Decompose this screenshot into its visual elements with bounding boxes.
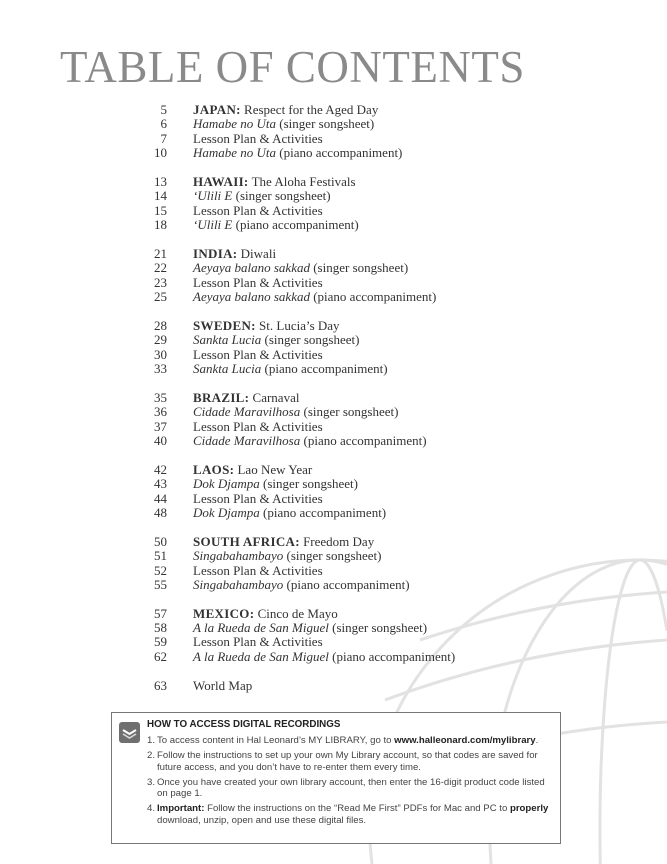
entry-text: (singer songsheet)	[328, 620, 428, 636]
section-subtitle: Lao New Year	[234, 461, 313, 477]
page-number: 25	[154, 289, 167, 305]
step-body: To access content in Hal Leonard’s MY LIBRARY, go to	[157, 735, 395, 746]
step-number: 2.	[147, 750, 156, 761]
step-bold: properly	[509, 803, 549, 814]
page-number: 22	[154, 260, 167, 276]
song-title: Aeyaya balano sakkad	[193, 289, 310, 305]
toc-entry	[130, 506, 550, 520]
toc-entry	[130, 146, 550, 160]
entry-text: (piano accompaniment)	[328, 648, 456, 664]
page-number: 55	[154, 576, 167, 592]
song-title: Dok Djampa	[193, 476, 260, 492]
page-number: 28	[154, 317, 167, 333]
entry-text: Lesson Plan & Activities	[193, 490, 323, 506]
song-title: Dok Djampa	[193, 504, 260, 520]
toc-entry	[130, 405, 550, 419]
entry-title	[193, 535, 374, 549]
toc-entry	[130, 348, 550, 362]
entry-text: (singer songsheet)	[261, 332, 360, 348]
page-number: 7	[160, 130, 167, 146]
entry-title	[193, 204, 323, 218]
toc-section	[130, 175, 550, 233]
section-subtitle: Cinco de Mayo	[254, 605, 338, 621]
entry-title	[193, 319, 340, 333]
entry-title	[193, 635, 323, 649]
section-subtitle: Carnaval	[249, 389, 300, 405]
entry-title	[193, 506, 386, 520]
country-name: MEXICO:	[193, 605, 255, 621]
toc-entry	[130, 117, 550, 131]
entry-title	[193, 650, 455, 664]
instructions-list	[147, 735, 555, 830]
page-number: 52	[154, 562, 167, 578]
entry-text: (singer songsheet)	[232, 188, 331, 204]
page-number: 30	[154, 346, 167, 362]
toc-section	[130, 103, 550, 161]
digital-recordings-box	[111, 712, 561, 844]
entry-title	[193, 175, 356, 189]
song-title: ‘Ulili E	[193, 217, 233, 233]
toc-entry	[130, 319, 550, 333]
song-title: ‘Ulili E	[193, 188, 233, 204]
toc-entry	[130, 218, 550, 232]
country-name: BRAZIL:	[193, 389, 250, 405]
page-number: 37	[154, 418, 167, 434]
country-name: INDIA:	[193, 245, 238, 261]
entry-title	[193, 621, 427, 635]
toc-entry	[130, 362, 550, 376]
step-text	[157, 750, 555, 773]
page-number: 5	[160, 102, 167, 117]
toc-entry	[130, 535, 550, 549]
toc-section	[130, 247, 550, 305]
page-number: 36	[154, 404, 167, 420]
country-name: HAWAII:	[193, 173, 249, 189]
entry-text: (singer songsheet)	[283, 548, 382, 564]
toc-entry	[130, 477, 550, 491]
country-name: LAOS:	[193, 461, 235, 477]
toc-entry	[130, 276, 550, 290]
page-number: 35	[154, 389, 167, 405]
entry-text: (piano accompaniment)	[232, 217, 359, 233]
step-body: Follow the instructions to set up your own My Library account, so that codes are saved for future access, and you don’t have to re-enter them every time.	[157, 750, 538, 773]
page-number: 43	[154, 476, 167, 492]
step-number: 4.	[147, 803, 156, 814]
toc-section	[130, 391, 550, 449]
toc-entry	[130, 650, 550, 664]
entry-text: (piano accompaniment)	[300, 432, 427, 448]
entry-title	[193, 578, 410, 592]
song-title: A la Rueda de San Miguel	[193, 620, 329, 636]
toc-entry	[130, 621, 550, 635]
country-name: SOUTH AFRICA:	[193, 533, 300, 549]
entry-text: Lesson Plan & Activities	[193, 634, 323, 650]
entry-title	[193, 564, 323, 578]
page-number: 48	[154, 504, 167, 520]
toc-entry	[130, 434, 550, 448]
toc-entry	[130, 420, 550, 434]
entry-title	[193, 477, 358, 491]
instruction-step	[147, 777, 555, 800]
entry-title	[193, 391, 299, 405]
step-text	[157, 803, 555, 826]
song-title: Cidade Maravilhosa	[193, 404, 301, 420]
entry-text: (piano accompaniment)	[276, 145, 403, 161]
toc-entry	[130, 261, 550, 275]
section-subtitle: The Aloha Festivals	[248, 173, 356, 189]
page-number: 6	[160, 116, 167, 132]
instruction-step	[147, 735, 555, 747]
toc-entry	[130, 189, 550, 203]
entry-text: Lesson Plan & Activities	[193, 346, 323, 362]
toc-entry	[130, 391, 550, 405]
toc-entry	[130, 463, 550, 477]
page-number: 62	[154, 648, 167, 664]
toc-entry	[130, 132, 550, 146]
toc-entry	[130, 492, 550, 506]
step-number: 1.	[147, 735, 156, 746]
entry-title: World Map	[193, 677, 253, 693]
page-number: 18	[154, 217, 167, 233]
entry-title	[193, 189, 331, 203]
step-tail: .	[535, 735, 539, 746]
entry-title	[193, 405, 398, 419]
page-number: 44	[154, 490, 167, 506]
entry-title	[193, 146, 402, 160]
song-title: Sankta Lucia	[193, 332, 262, 348]
toc-entry-world-map	[130, 679, 550, 693]
entry-title	[193, 261, 408, 275]
page-number: 21	[154, 245, 167, 261]
toc-section	[130, 535, 550, 593]
step-bold-lead: Important:	[157, 803, 205, 814]
page-number: 51	[154, 548, 167, 564]
step-text	[157, 777, 555, 800]
song-title: Sankta Lucia	[193, 361, 262, 377]
section-subtitle: Freedom Day	[299, 533, 375, 549]
country-name: SWEDEN:	[193, 317, 256, 333]
entry-title	[193, 117, 374, 131]
table-of-contents	[130, 103, 550, 693]
step-number: 3.	[147, 776, 156, 788]
step-tail: download, unzip, open and use these digital files.	[157, 814, 367, 826]
toc-entry	[130, 175, 550, 189]
step-body: Follow the instructions on the “Read Me First” PDFs for Mac and PC to	[204, 803, 510, 814]
entry-title	[193, 247, 276, 261]
entry-text: (singer songsheet)	[300, 404, 399, 420]
page-number: 57	[154, 605, 167, 621]
section-subtitle: St. Lucia’s Day	[255, 317, 340, 333]
entry-text: (singer songsheet)	[309, 260, 409, 276]
entry-text: Lesson Plan & Activities	[193, 418, 323, 434]
entry-text: Lesson Plan & Activities	[193, 130, 323, 146]
entry-title	[193, 549, 381, 563]
entry-text: Lesson Plan & Activities	[193, 562, 323, 578]
download-icon	[119, 722, 140, 743]
entry-title	[193, 420, 323, 434]
toc-entry	[130, 578, 550, 592]
page-number: 23	[154, 274, 167, 290]
entry-title	[193, 434, 427, 448]
entry-title	[193, 290, 436, 304]
song-title: Aeyaya balano sakkad	[193, 260, 310, 276]
entry-text: Lesson Plan & Activities	[193, 202, 323, 218]
song-title: Hamabe no Uta	[193, 116, 277, 132]
song-title: Singabahambayo	[193, 548, 284, 564]
entry-title	[193, 492, 323, 506]
entry-text: (piano accompaniment)	[259, 504, 387, 520]
page-number: 40	[154, 432, 167, 448]
entry-title	[193, 463, 312, 477]
instruction-step	[147, 803, 555, 826]
toc-entry	[130, 204, 550, 218]
country-name: JAPAN:	[193, 102, 241, 117]
page-number: 14	[154, 188, 167, 204]
toc-section	[130, 319, 550, 377]
toc-entry	[130, 333, 550, 347]
page-number: 33	[154, 361, 167, 377]
page-number: 50	[154, 533, 167, 549]
page-number: 59	[154, 634, 167, 650]
toc-entry	[130, 607, 550, 621]
page-number: 42	[154, 461, 167, 477]
section-subtitle: Diwali	[237, 245, 277, 261]
toc-entry	[130, 290, 550, 304]
page-number: 15	[154, 202, 167, 218]
toc-entry	[130, 635, 550, 649]
page-number: 13	[154, 173, 167, 189]
entry-title	[193, 218, 359, 232]
entry-title	[193, 607, 338, 621]
step-bold: www.halleonard.com/mylibrary	[394, 735, 536, 746]
song-title: Cidade Maravilhosa	[193, 432, 301, 448]
page-number: 58	[154, 620, 167, 636]
page-number: 29	[154, 332, 167, 348]
page-number: 10	[154, 145, 167, 161]
entry-title	[193, 276, 323, 290]
step-text	[157, 735, 538, 747]
step-body: Once you have created your own library account, then enter the 16-digit product code listed on page 1.	[157, 776, 545, 799]
song-title: Hamabe no Uta	[193, 145, 277, 161]
song-title: Singabahambayo	[193, 576, 284, 592]
entry-title	[193, 132, 323, 146]
section-subtitle: Respect for the Aged Day	[240, 102, 379, 117]
song-title: A la Rueda de San Miguel	[193, 648, 329, 664]
entry-text: (piano accompaniment)	[309, 289, 437, 305]
instruction-step	[147, 750, 555, 773]
entry-text: (singer songsheet)	[259, 476, 358, 492]
entry-text: (piano accompaniment)	[261, 361, 388, 377]
toc-entry	[130, 103, 550, 117]
box-title: HOW TO ACCESS DIGITAL RECORDINGS	[147, 719, 341, 730]
entry-title	[193, 348, 323, 362]
entry-title	[193, 103, 378, 117]
page-number: 63	[154, 677, 167, 693]
toc-entry	[130, 549, 550, 563]
entry-text: (singer songsheet)	[276, 116, 375, 132]
toc-entry	[130, 247, 550, 261]
toc-section	[130, 607, 550, 665]
toc-section	[130, 463, 550, 521]
toc-entry	[130, 564, 550, 578]
entry-title	[193, 333, 359, 347]
entry-text: Lesson Plan & Activities	[193, 274, 323, 290]
entry-title	[193, 362, 388, 376]
entry-text: (piano accompaniment)	[283, 576, 410, 592]
page-title: TABLE OF CONTENTS	[60, 42, 525, 92]
